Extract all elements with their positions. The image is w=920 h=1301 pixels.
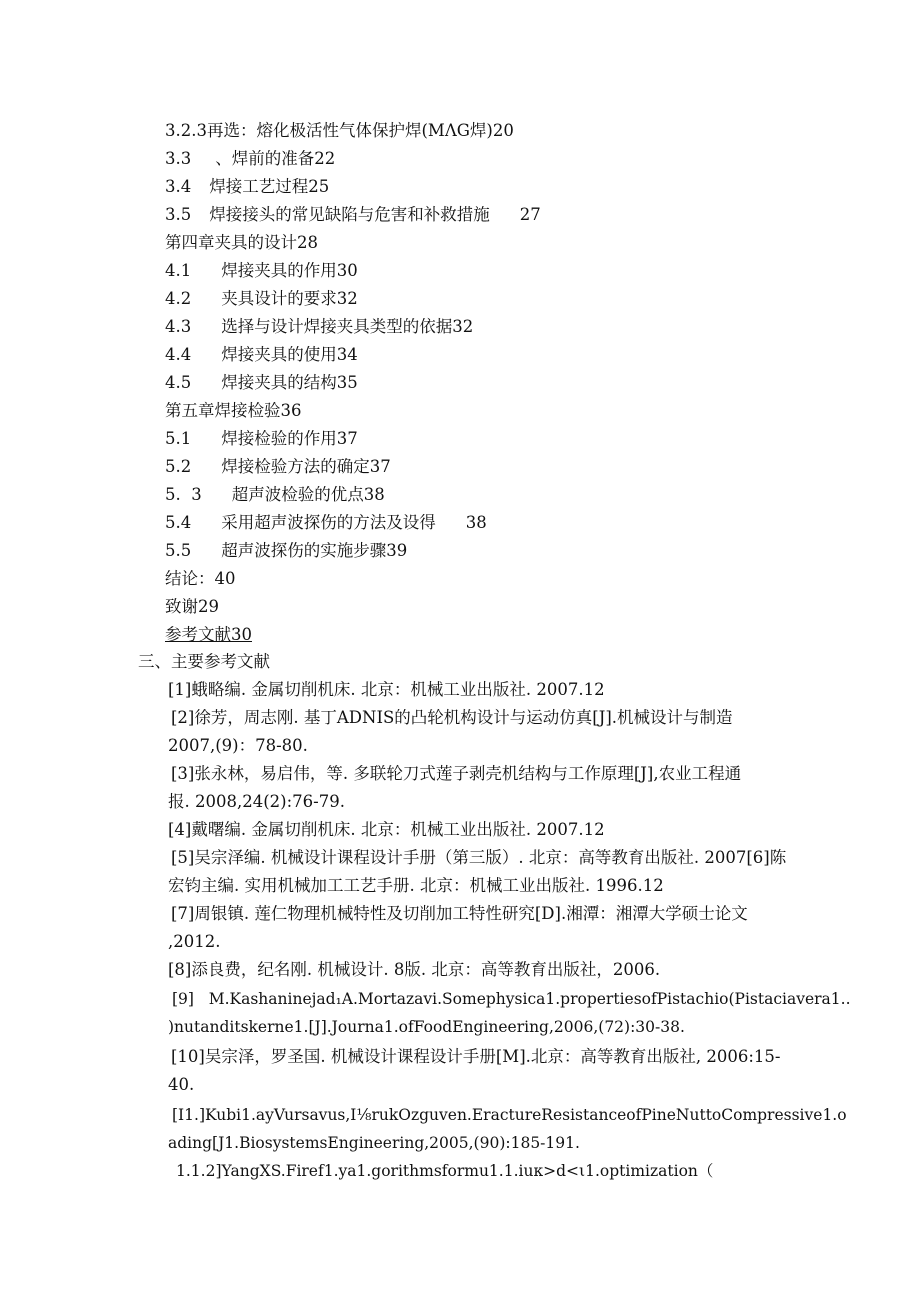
- reference-4: [4]戴曙编. 金属切削机床. 北京：机械工业出版社. 2007.12: [168, 820, 605, 839]
- reference-9-line-2: )nutanditskerne1.[J].Journa1.ofFoodEngineering,2006,(72):30-38.: [168, 1018, 685, 1036]
- toc-entry-5-5: 5.5 超声波探伤的实施步骤39: [165, 541, 408, 560]
- toc-entry-3-4: 3.4 焊接工艺过程25: [165, 177, 330, 196]
- toc-entry-conclusion: 结论：40: [165, 569, 236, 588]
- reference-10-line-1: [10]吴宗泽，罗圣国. 机械设计课程设计手册[M].北京：高等教育出版社, 2006:15-: [171, 1047, 781, 1066]
- toc-entry-4-5: 4.5 焊接夹具的结构35: [165, 373, 358, 392]
- toc-entry-5-4: 5.4 采用超声波探伤的方法及设得 38: [165, 513, 487, 532]
- reference-5-line-1: [5]吴宗泽编. 机械设计课程设计手册（第三版）. 北京：高等教育出版社. 2007[6]陈: [171, 848, 787, 867]
- reference-12: 1.1.2]YangXS.Firef1.ya1.gorithmsformu1.1.iuκ>d<ι1.optimization（: [176, 1162, 714, 1180]
- section-heading: 三、主要参考文献: [138, 652, 270, 671]
- toc-entry-3-5: 3.5 焊接接头的常见缺陷与危害和补救措施 27: [165, 205, 541, 224]
- toc-entry-4-3: 4.3 选择与设计焊接夹具类型的依据32: [165, 317, 474, 336]
- toc-entry-4-4: 4.4 焊接夹具的使用34: [165, 345, 358, 364]
- toc-entry-references: 参考文献30: [165, 625, 252, 644]
- reference-7-line-1: [7]周银镇. 莲仁物理机械特性及切削加工特性研究[D].湘潭：湘潭大学硕士论文: [171, 904, 748, 923]
- toc-entry-5-1: 5.1 焊接检验的作用37: [165, 429, 358, 448]
- toc-entry-3-2-3: 3.2.3再选：熔化极活性气体保护焊(MΛG焊)20: [165, 121, 514, 140]
- reference-5-line-2: 宏钧主编. 实用机械加工工艺手册. 北京：机械工业出版社. 1996.12: [168, 876, 664, 895]
- toc-entry-5-3: 5. 3 超声波检验的优点38: [165, 485, 385, 504]
- reference-3-line-2: 报. 2008,24(2):76-79.: [168, 792, 345, 811]
- reference-1: [1]蛾略编. 金属切削机床. 北京：机械工业出版社. 2007.12: [168, 680, 605, 699]
- toc-entry-acknowledgement: 致谢29: [165, 597, 219, 616]
- reference-11-line-2: ading[J1.BiosystemsEngineering,2005,(90):185-191.: [168, 1134, 580, 1152]
- toc-entry-4-1: 4.1 焊接夹具的作用30: [165, 261, 358, 280]
- reference-3-line-1: [3]张永林，易启伟，等. 多联轮刀式莲子剥壳机结构与工作原理[J],农业工程通: [171, 764, 742, 783]
- reference-10-line-2: 40.: [168, 1075, 195, 1094]
- toc-entry-chapter-4: 第四章夹具的设计28: [165, 233, 318, 252]
- reference-7-line-2: ,2012.: [168, 932, 221, 951]
- toc-entry-5-2: 5.2 焊接检验方法的确定37: [165, 457, 391, 476]
- reference-2-line-2: 2007,(9)：78-80.: [168, 736, 308, 755]
- reference-2-line-1: [2]徐芳，周志刚. 基丁ADNIS的凸轮机构设计与运动仿真[J].机械设计与制造: [171, 708, 733, 727]
- toc-entry-3-3: 3.3 、焊前的准备22: [165, 149, 336, 168]
- toc-entry-chapter-5: 第五章焊接检验36: [165, 401, 302, 420]
- reference-8: [8]添良费，纪名刚. 机械设计. 8版. 北京：高等教育出版社，2006.: [168, 960, 661, 979]
- reference-9-line-1: [9] M.Kashaninejad₁A.Mortazavi.Somephysica1.propertiesofPistachio(Pistaciavera1..: [172, 990, 851, 1008]
- reference-11-line-1: [I1.]Kubi1.ayVursavus,I⅛rukOzguven.EractureResistanceofPineNuttoCompressive1.o: [172, 1106, 847, 1124]
- toc-entry-4-2: 4.2 夹具设计的要求32: [165, 289, 358, 308]
